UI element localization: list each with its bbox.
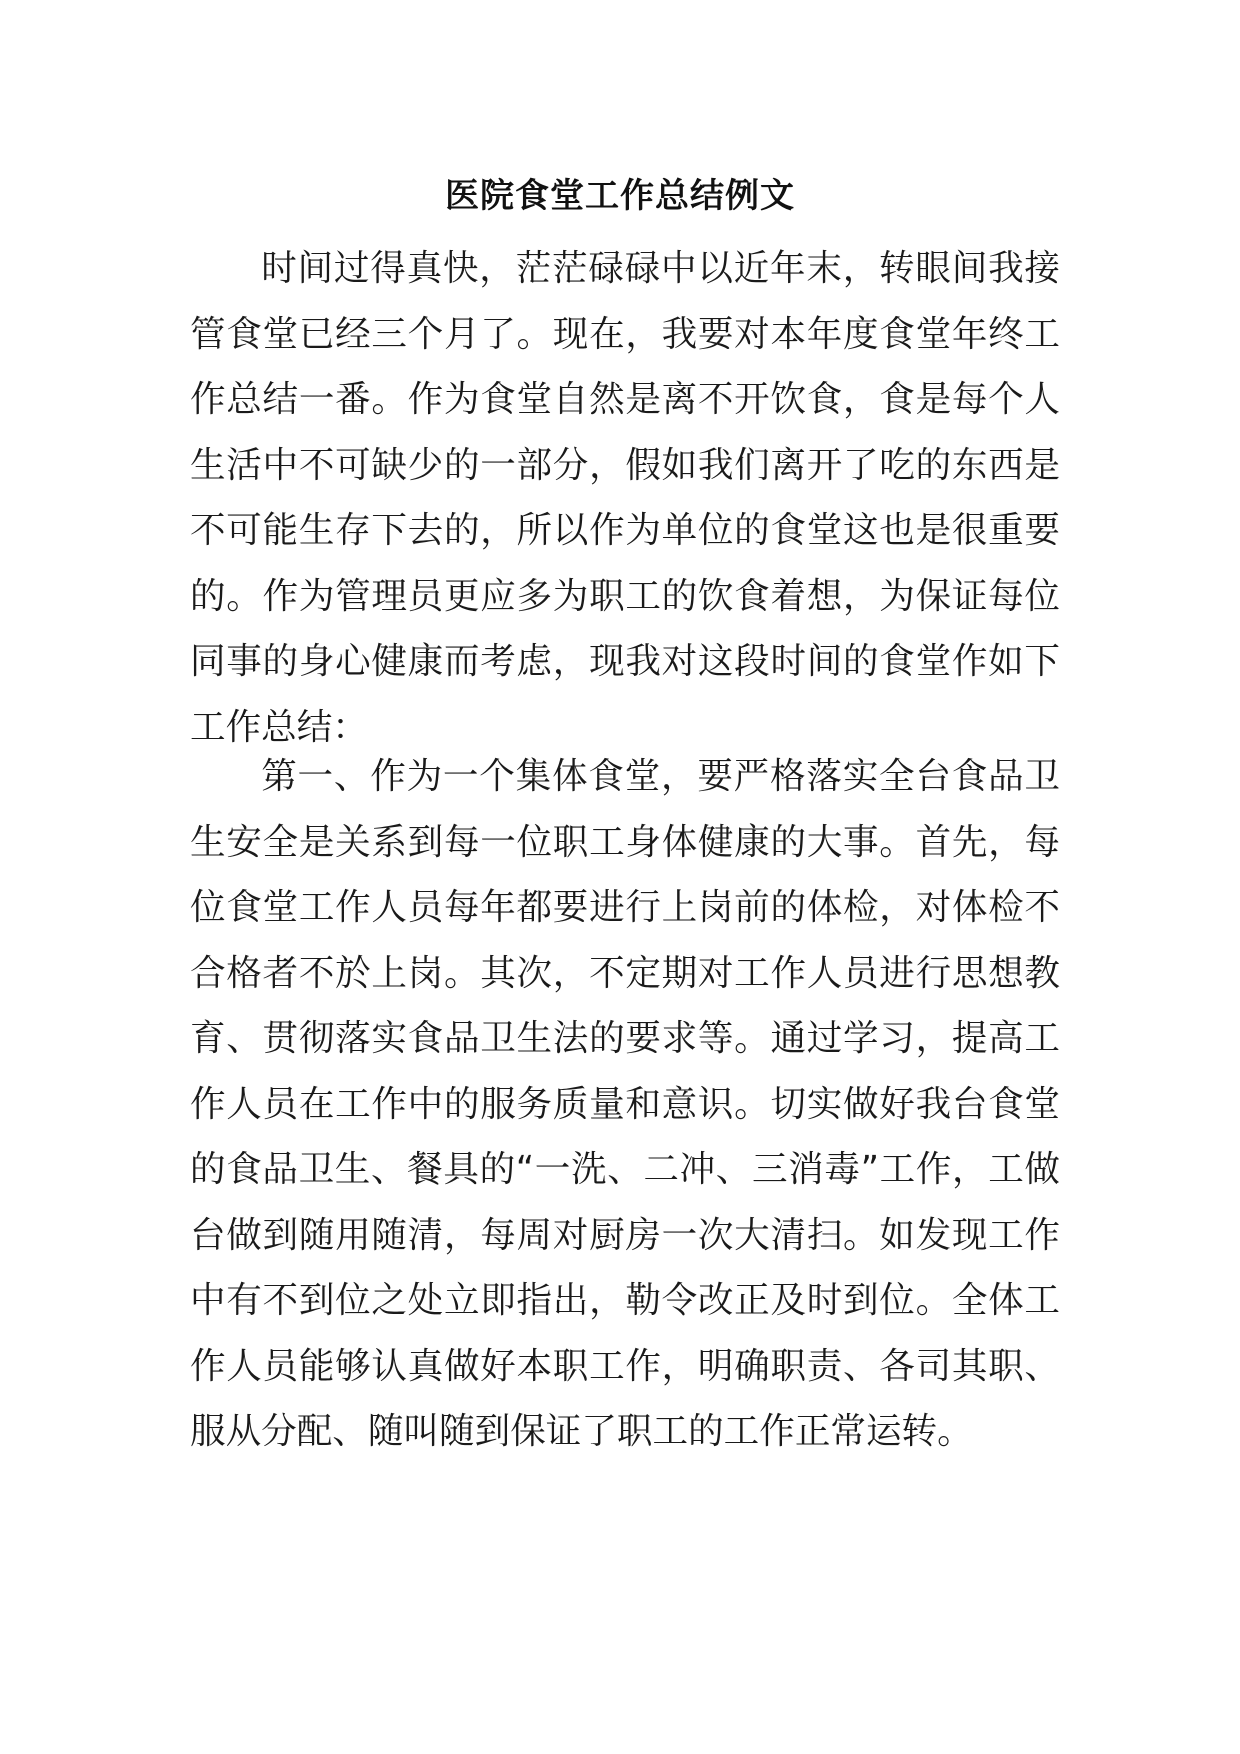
document-title: 医院食堂工作总结例文 (445, 176, 795, 216)
paragraph-first-point: 第一、作为一个集体食堂，要严格落实全台食品卫生安全是关系到每一位职工身体健康的大事。首先，每位食堂工作人员每年都要进行上岗前的体检，对体检不合格者不於上岗。其次，不定期对工作人员进行思想教育、贯彻落实食品卫生法的要求等。通过学习，提高工作人员在工作中的服务质量和意识。切实做好我台食堂的食品卫生、餐具的“一洗、二冲、三消毒”工作，工做台做到随用随清，每周对厨房一次大清扫。如发现工作中有不到位之处立即指出，勒令改正及时到位。全体工作人员能够认真做好本职工作，明确职责、各司其职、服从分配、随叫随到保证了职工的工作正常运转。 (190, 756, 1060, 1452)
paragraph-intro: 时间过得真快，茫茫碌碌中以近年末，转眼间我接管食堂已经三个月了。现在，我要对本年度食堂年终工作总结一番。作为食堂自然是离不开饮食，食是每个人生活中不可缺少的一部分，假如我们离开了吃的东西是不可能生存下去的，所以作为单位的食堂这也是很重要的。作为管理员更应多为职工的饮食着想，为保证每位同事的身心健康而考虑，现我对这段时间的食堂作如下工作总结： (190, 248, 1060, 748)
